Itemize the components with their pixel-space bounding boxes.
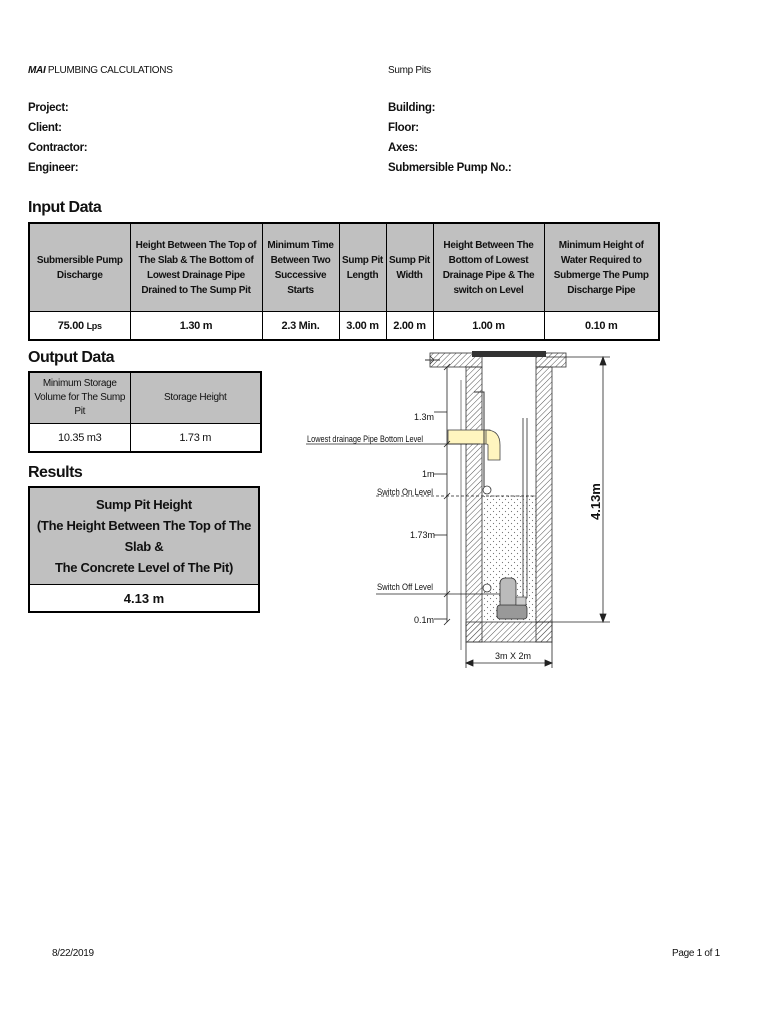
value-storage-volume: 10.35 m3 <box>29 424 130 453</box>
results-heading-line-1: Sump Pit Height <box>96 497 192 512</box>
results-heading-line-3: The Concrete Level of The Pit) <box>54 560 234 575</box>
engineer-label: Engineer: <box>28 162 79 174</box>
input-values-row <box>29 312 659 341</box>
dim-0-1m-label: 0.1m <box>414 615 435 625</box>
value-pit-length: 3.00 m <box>339 312 386 341</box>
footer-page-number: Page 1 of 1 <box>672 948 720 959</box>
results-heading <box>29 487 259 585</box>
project-label: Project: <box>28 102 69 114</box>
building-label: Building: <box>388 102 436 114</box>
client-label: Client: <box>28 122 62 134</box>
value-min-time: 2.3 Min. <box>262 312 339 341</box>
header-storage-height: Storage Height <box>130 372 261 424</box>
pit-size-label: 3m X 2m <box>495 651 532 661</box>
header-pump-discharge: Submersible Pump Discharge <box>29 223 130 312</box>
header-min-time: Minimum Time Between Two Successive Starts <box>262 223 339 312</box>
results-heading-line-2: (The Height Between The Top of The Slab & <box>36 518 252 554</box>
contractor-label: Contractor: <box>28 142 88 154</box>
dim-1-73m-label: 1.73m <box>410 530 436 540</box>
project-meta-right <box>388 98 511 178</box>
axes-label: Axes: <box>388 142 418 154</box>
sump-pit-height-value: 4.13 m <box>29 585 259 613</box>
results-title: Results <box>28 464 83 481</box>
float-switch-off <box>483 584 491 592</box>
header-pit-length: Sump Pit Length <box>339 223 386 312</box>
output-data-table <box>28 371 262 453</box>
float-switch-on <box>483 486 491 494</box>
brand-name: MAI <box>28 65 46 76</box>
document-title: PLUMBING CALCULATIONS <box>47 65 173 76</box>
results-table <box>28 486 260 613</box>
sump-pit-diagram <box>300 345 620 670</box>
discharge-number: 75.00 <box>57 319 84 332</box>
value-pit-width: 2.00 m <box>386 312 433 341</box>
discharge-unit: Lps <box>86 320 102 331</box>
footer-date: 8/22/2019 <box>52 948 94 959</box>
output-data-title: Output Data <box>28 349 115 366</box>
dim-1-3m-label: 1.3m <box>414 412 435 422</box>
dim-1m-label: 1m <box>422 469 435 479</box>
header-pipe-to-switch-height: Height Between The Bottom of Lowest Drainage Pipe & The switch on Level <box>433 223 544 312</box>
project-meta-left <box>28 98 87 178</box>
switch-off-label: Switch Off Level <box>377 582 433 592</box>
total-height-label: 4.13m <box>588 483 603 520</box>
level-lines <box>306 357 610 622</box>
value-pipe-to-switch-height: 1.00 m <box>433 312 544 341</box>
pump-number-label: Submersible Pump No.: <box>388 162 512 174</box>
input-header-row <box>29 223 659 312</box>
value-storage-height: 1.73 m <box>130 424 261 453</box>
sheet-name: Sump Pits <box>388 65 431 76</box>
switch-on-label: Switch On Level <box>377 487 433 497</box>
lowest-pipe-label: Lowest drainage Pipe Bottom Level <box>307 434 423 444</box>
header-storage-volume: Minimum Storage Volume for The Sump Pit <box>29 372 130 424</box>
value-slab-to-pipe-height: 1.30 m <box>130 312 262 341</box>
output-values-row <box>29 424 261 453</box>
value-pump-discharge <box>29 312 130 341</box>
output-header-row <box>29 372 261 424</box>
input-data-table <box>28 222 660 341</box>
results-value-row <box>29 585 259 613</box>
value-min-water-height: 0.10 m <box>544 312 659 341</box>
left-dimension <box>434 364 450 625</box>
input-data-title: Input Data <box>28 199 102 216</box>
header-slab-to-pipe-height: Height Between The Top of The Slab & The Bottom of Lowest Drainage Pipe Drained to The Sump Pit <box>130 223 262 312</box>
floor-label: Floor: <box>388 122 419 134</box>
results-header-row <box>29 487 259 585</box>
header-pit-width: Sump Pit Width <box>386 223 433 312</box>
document-header <box>28 65 173 76</box>
header-min-water-height: Minimum Height of Water Required to Submerge The Pump Discharge Pipe <box>544 223 659 312</box>
